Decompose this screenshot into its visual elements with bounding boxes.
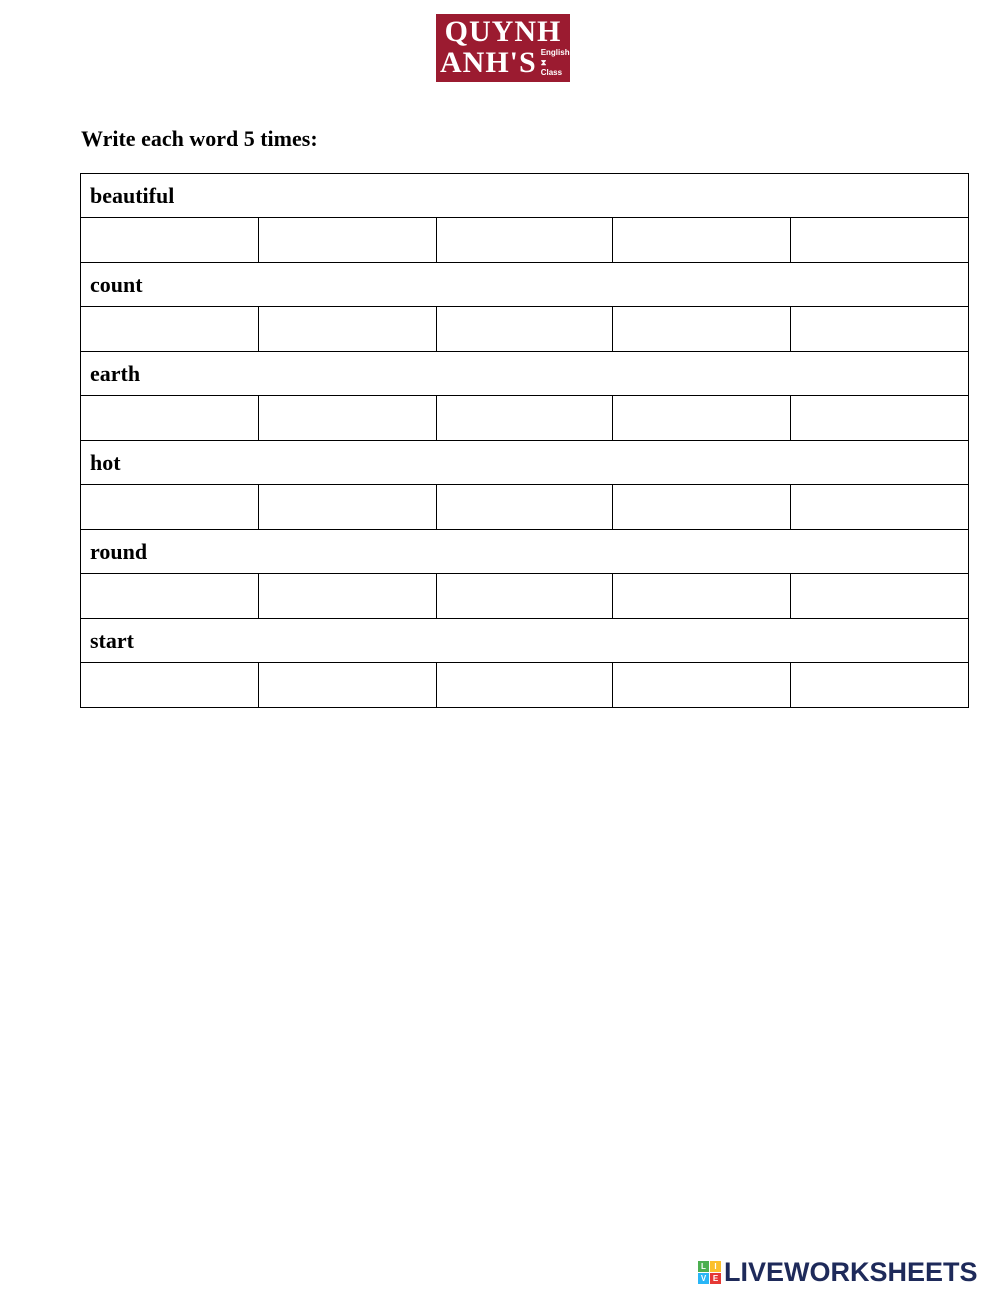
word-label: hot <box>81 441 969 485</box>
answer-box[interactable] <box>259 307 437 352</box>
answer-box[interactable] <box>791 396 969 441</box>
word-label: start <box>81 619 969 663</box>
answer-box[interactable] <box>437 663 613 708</box>
answer-box[interactable] <box>259 218 437 263</box>
answer-row <box>81 307 969 352</box>
answer-box[interactable] <box>613 485 791 530</box>
answer-row <box>81 663 969 708</box>
brand-icon-tile: I <box>710 1261 721 1272</box>
answer-box[interactable] <box>437 485 613 530</box>
word-row <box>81 263 969 307</box>
logo-sub-english: English <box>540 48 570 57</box>
answer-box[interactable] <box>259 574 437 619</box>
answer-box[interactable] <box>81 485 259 530</box>
answer-box[interactable] <box>437 396 613 441</box>
word-practice-table <box>80 173 969 708</box>
answer-row <box>81 396 969 441</box>
hourglass-icon: ⧗ <box>540 58 547 67</box>
answer-box[interactable] <box>791 485 969 530</box>
answer-box[interactable] <box>437 574 613 619</box>
word-label: count <box>81 263 969 307</box>
liveworksheets-logo-icon <box>698 1261 721 1284</box>
answer-box[interactable] <box>791 307 969 352</box>
logo-sub-class: ⧗Class <box>540 58 563 77</box>
answer-box[interactable] <box>81 574 259 619</box>
word-row <box>81 619 969 663</box>
answer-box[interactable] <box>437 307 613 352</box>
logo <box>436 14 570 82</box>
answer-row <box>81 218 969 263</box>
brand-icon-tile: L <box>698 1261 709 1272</box>
word-row <box>81 352 969 396</box>
word-label: earth <box>81 352 969 396</box>
answer-box[interactable] <box>613 574 791 619</box>
word-label: round <box>81 530 969 574</box>
instruction-heading: Write each word 5 times: <box>81 126 318 151</box>
brand-icon-tile: E <box>710 1273 721 1284</box>
answer-box[interactable] <box>81 396 259 441</box>
answer-box[interactable] <box>791 574 969 619</box>
answer-box[interactable] <box>613 663 791 708</box>
answer-box[interactable] <box>81 218 259 263</box>
answer-box[interactable] <box>81 663 259 708</box>
answer-row <box>81 485 969 530</box>
brand-name: LIVEWORKSHEETS <box>724 1257 978 1287</box>
answer-row <box>81 574 969 619</box>
answer-box[interactable] <box>791 218 969 263</box>
word-row <box>81 174 969 218</box>
answer-box[interactable] <box>791 663 969 708</box>
brand-icon-tile: V <box>698 1273 709 1284</box>
answer-box[interactable] <box>613 218 791 263</box>
word-row <box>81 530 969 574</box>
logo-subtitle <box>541 48 570 78</box>
answer-box[interactable] <box>81 307 259 352</box>
answer-box[interactable] <box>259 396 437 441</box>
logo-line-2: ANH'S <box>440 46 537 79</box>
liveworksheets-brand <box>698 1257 978 1288</box>
word-label: beautiful <box>81 174 969 218</box>
word-row <box>81 441 969 485</box>
answer-box[interactable] <box>613 307 791 352</box>
logo-line-1: QUYNH <box>444 15 562 48</box>
answer-box[interactable] <box>437 218 613 263</box>
answer-box[interactable] <box>259 663 437 708</box>
answer-box[interactable] <box>259 485 437 530</box>
answer-box[interactable] <box>613 396 791 441</box>
